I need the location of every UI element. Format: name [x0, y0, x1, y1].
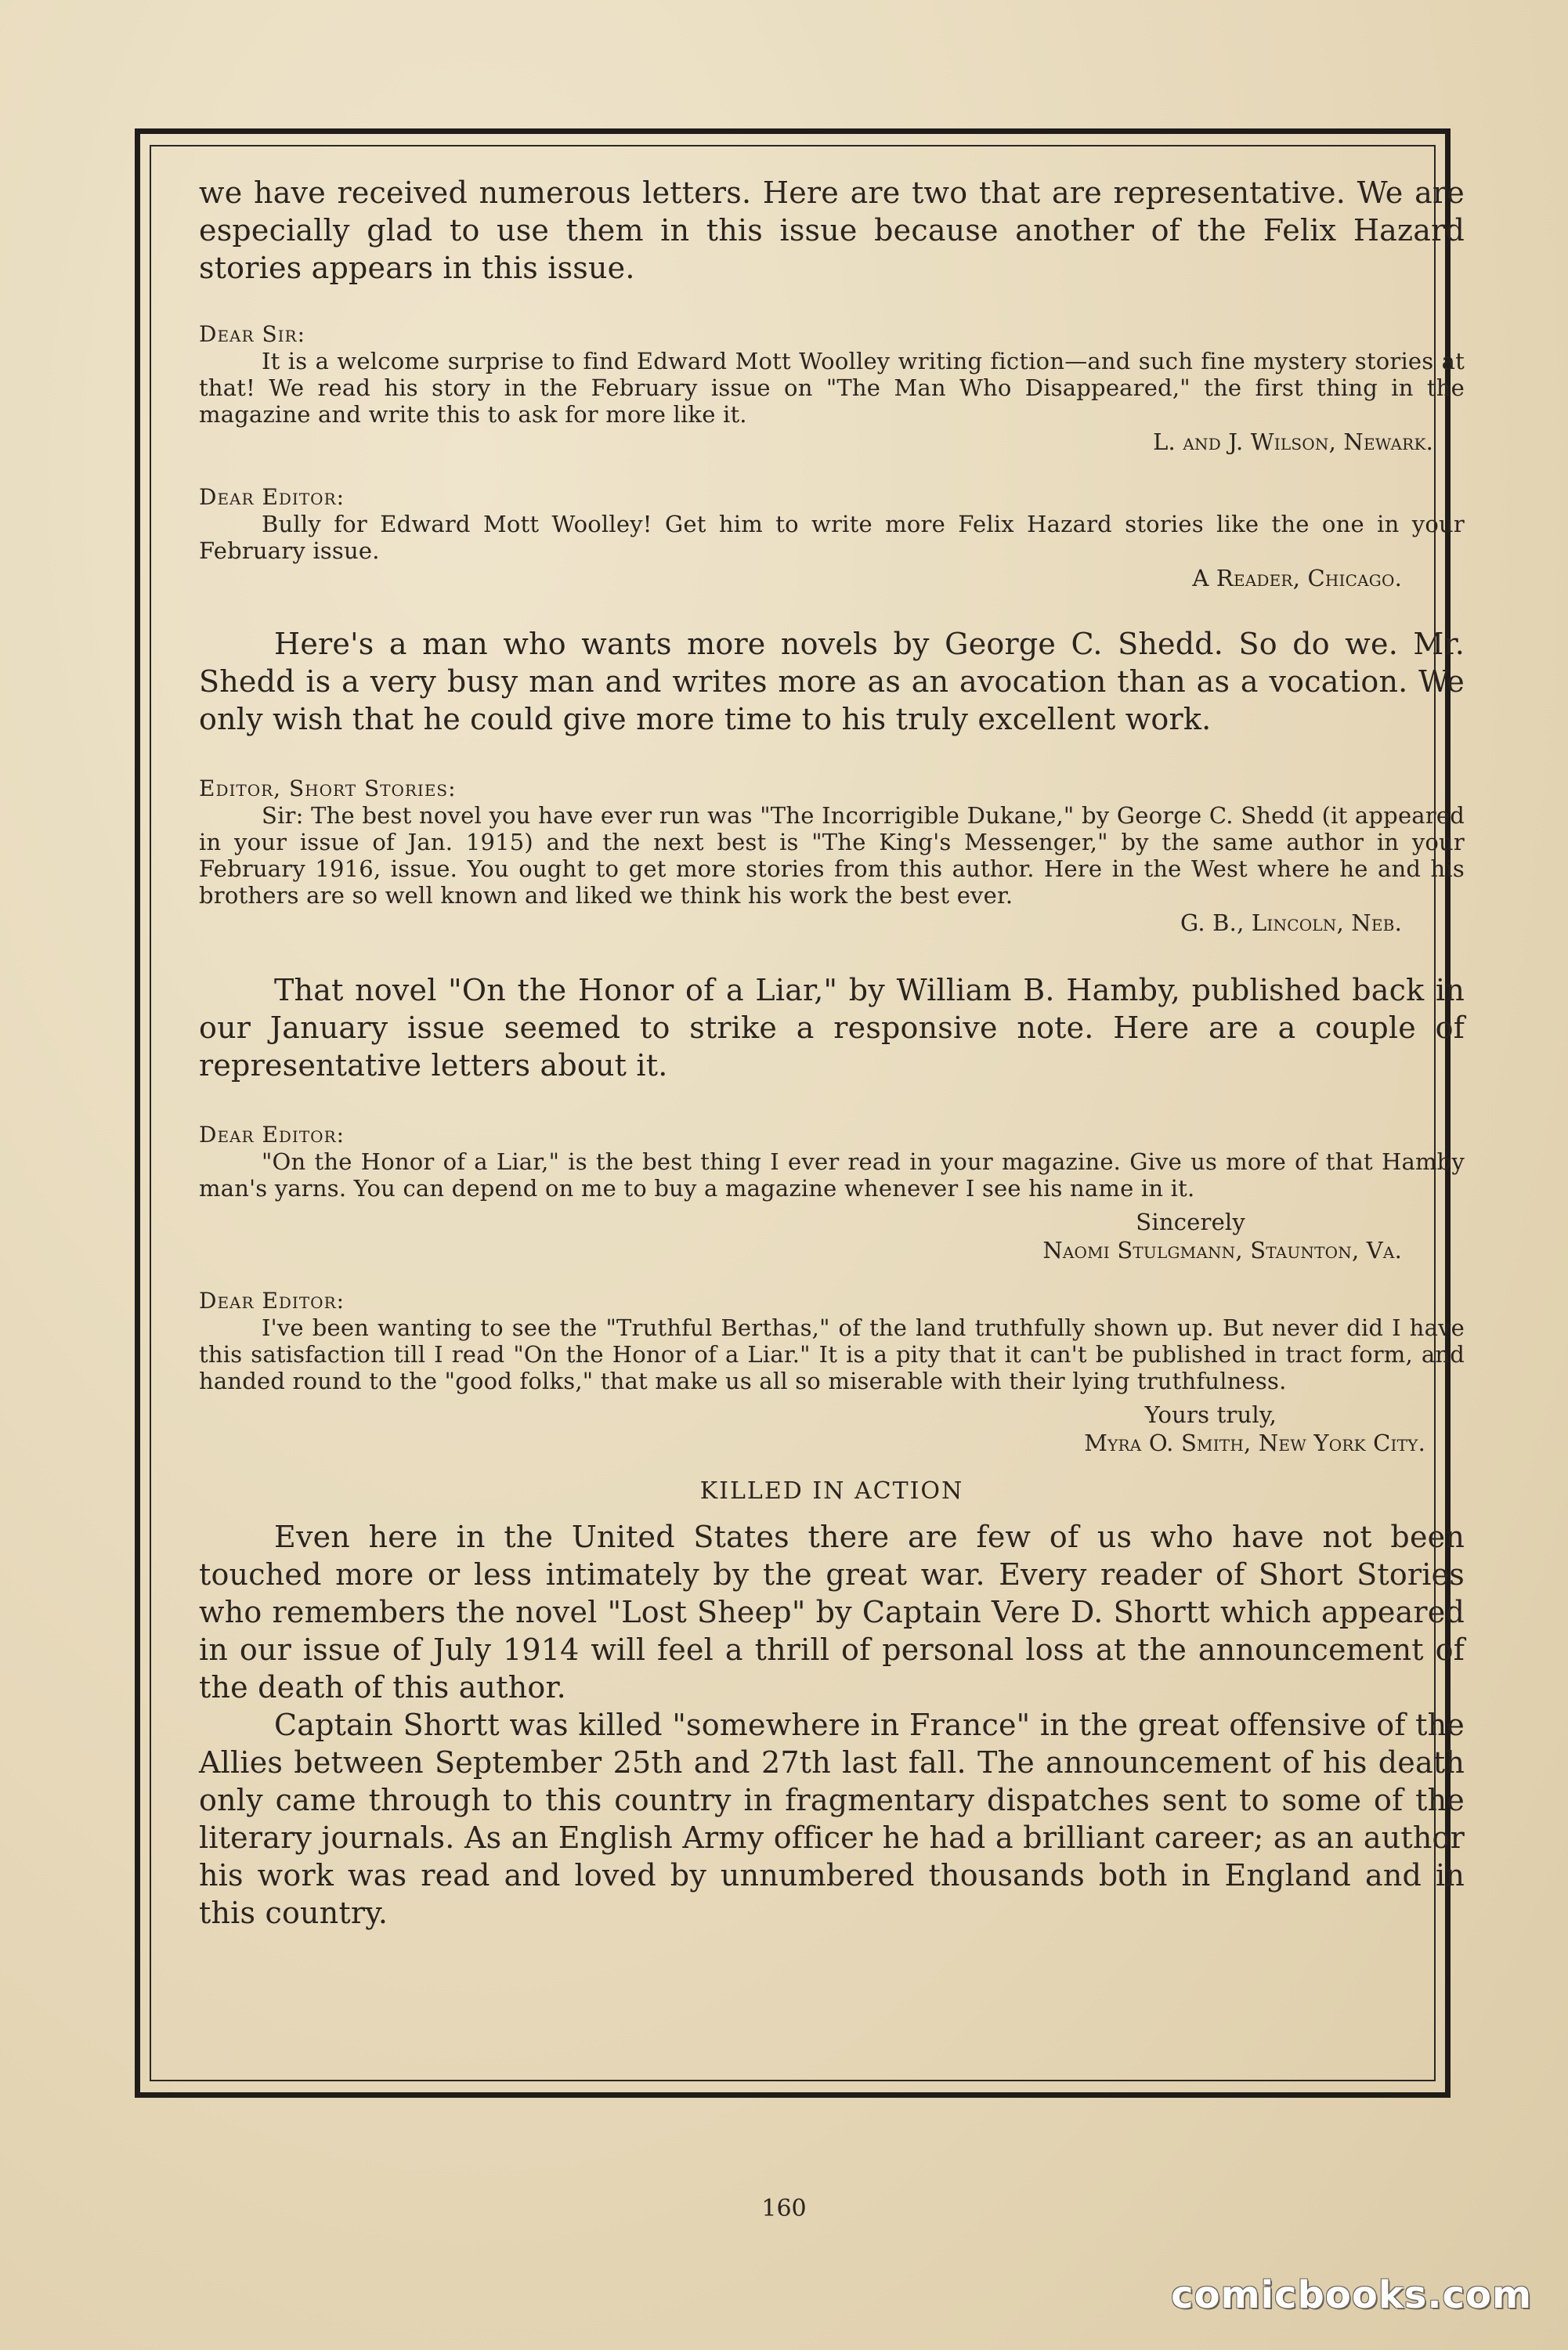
letter-shedd — [199, 776, 1465, 937]
shedd-paragraph: Here's a man who wants more novels by George C. Shedd. So do we. Mr. Shedd is a very busy man and writes more as an avocation than as a vocation. We only wish that he could give more time to his truly excellent work. — [199, 627, 1465, 736]
letter-woolley-reader — [199, 484, 1465, 592]
letter-signature: G. B., Lincoln, Neb. — [1180, 909, 1402, 936]
letter-body: I've been wanting to see the "Truthful Berthas," of the land truthfully shown up. But never did I have this satisfaction till I read "On the Honor of a Liar." It is a pity that it can't be published in tract form, and handed round to the "good folks," that make us all so miserable with their lying truthfulness. — [199, 1314, 1465, 1394]
page-number: 160 — [761, 2195, 807, 2222]
letter-signature: Myra O. Smith, New York City. — [1084, 1430, 1425, 1456]
letter-closing: Yours truly, — [1144, 1401, 1277, 1428]
letter-signature: L. and J. Wilson, Newark. — [1153, 428, 1433, 455]
site-watermark: comicbooks.com — [1171, 2273, 1532, 2317]
page-content — [199, 174, 1465, 1932]
letter-signature: Naomi Stulgmann, Staunton, Va. — [1042, 1237, 1402, 1264]
letter-salutation: Dear Sir: — [199, 321, 306, 347]
letter-woolley-wilson — [199, 321, 1465, 456]
section-heading: KILLED IN ACTION — [699, 1477, 964, 1505]
letter-stulgmann — [199, 1122, 1465, 1264]
letter-signature: A Reader, Chicago. — [1192, 565, 1402, 591]
letter-salutation: Dear Editor: — [199, 1122, 345, 1148]
letter-salutation: Editor, Short Stories: — [199, 776, 457, 801]
letter-salutation: Dear Editor: — [199, 484, 345, 510]
letter-body: Bully for Edward Mott Woolley! Get him to write more Felix Hazard stories like the one in your February issue. — [199, 511, 1465, 564]
letter-body: Sir: The best novel you have ever run was "The Incorrigible Dukane," by George C. Shedd (it appeared in your issue of Jan. 1915) and the next best is "The King's Messenger," by the same author in your February 1916, issue. You ought to get more stories from this author. Here in the West where he and his brothers are so well known and liked we think his work the best ever. — [199, 802, 1465, 909]
killed-paragraph-1: Even here in the United States there are few of us who have not been touched more or less intimately by the great war. Every reader of Short Stories who remembers the novel "Lost Sheep" by Captain Vere D. Shortt which appeared in our issue of July 1914 will feel a thrill of personal loss at the announcement of the death of this author. — [199, 1520, 1465, 1705]
letter-body: It is a welcome surprise to find Edward Mott Woolley writing fiction—and such fine mystery stories at that! We read his story in the February issue on "The Man Who Disappeared," the first thing in the magazine and write this to ask for more like it. — [199, 348, 1465, 428]
letter-body: "On the Honor of a Liar," is the best thing I ever read in your magazine. Give us more of that Hamby man's yarns. You can depend on me to buy a magazine whenever I see his name in it. — [199, 1148, 1465, 1202]
killed-paragraph-2: Captain Shortt was killed "somewhere in France" in the great offensive of the Allies between September 25th and 27th last fall. The announcement of his death only came through to this country in fragmentary dispatches sent to some of the literary journals. As an English Army officer he had a brilliant career; as an author his work was read and loved by unnumbered thousands both in England and in this country. — [199, 1708, 1465, 1930]
intro-paragraph: we have received numerous letters. Here are two that are representative. We are especially glad to use them in this issue because another of the Felix Hazard stories appears in this issue. — [199, 175, 1465, 285]
letter-salutation: Dear Editor: — [199, 1288, 345, 1314]
hamby-paragraph: That novel "On the Honor of a Liar," by William B. Hamby, published back in our January issue seemed to strike a responsive note. Here are a couple of representative letters about it. — [199, 973, 1465, 1083]
letter-smith — [199, 1288, 1465, 1457]
letter-closing: Sincerely — [1136, 1209, 1245, 1235]
